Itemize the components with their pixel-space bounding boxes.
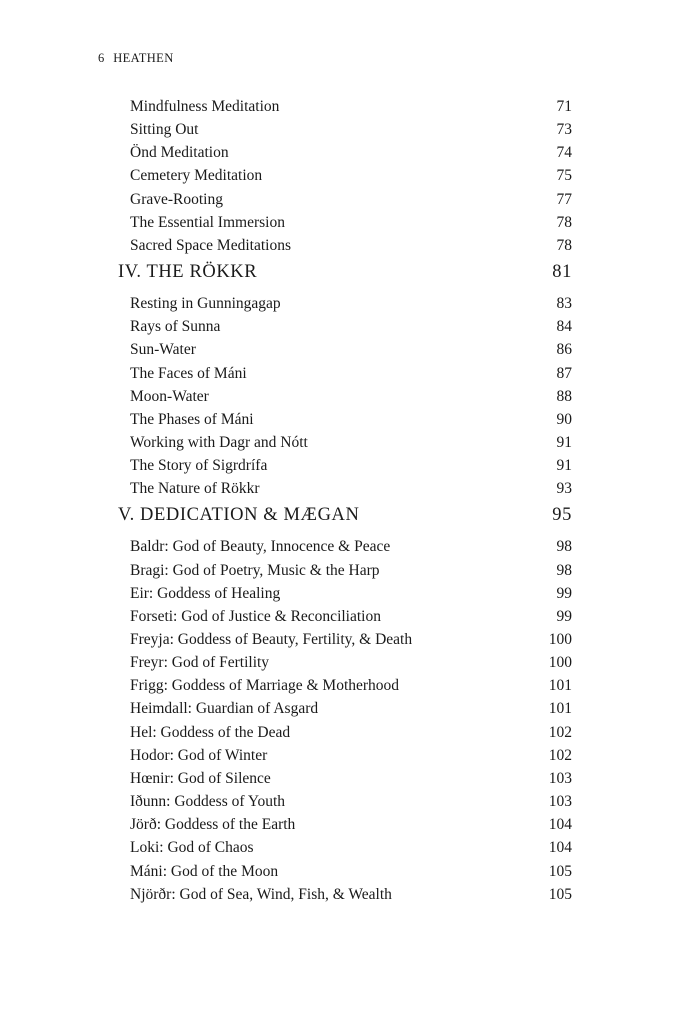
toc-entry-page: 103: [548, 793, 572, 811]
toc-entry: [130, 316, 572, 338]
toc-entry-page: 84: [556, 318, 572, 336]
toc-entry: [130, 432, 572, 454]
toc-entry-title: Frigg: Goddess of Marriage & Motherhood: [130, 677, 400, 695]
toc-entry: [130, 339, 572, 361]
toc-entry-page: 93: [556, 480, 572, 498]
toc-entry-page: 71: [556, 98, 572, 115]
toc-entry: [130, 884, 572, 906]
toc-entry-title: Loki: God of Chaos: [130, 839, 254, 857]
toc-entry-page: 98: [556, 538, 572, 556]
toc-entry-page: 90: [556, 410, 572, 428]
toc-entry: [130, 536, 572, 558]
toc-entry: [130, 606, 572, 628]
toc-entry: [130, 96, 572, 118]
toc-entry: [130, 409, 572, 431]
toc-entry: [130, 212, 572, 234]
section-heading-title: V. DEDICATION & MÆGAN: [118, 505, 360, 526]
toc-entry-page: 91: [556, 457, 572, 475]
toc-entry-title: Iðunn: Goddess of Youth: [130, 793, 286, 811]
page-number: 6: [98, 51, 105, 65]
toc-entry-title: Forseti: God of Justice & Reconciliation: [130, 607, 381, 625]
toc-entry-title: Heimdall: Guardian of Asgard: [130, 700, 319, 718]
toc-entry-page: 105: [548, 862, 572, 880]
toc-entry-title: Önd Meditation: [130, 144, 229, 162]
toc-entry: [130, 837, 572, 859]
toc-entry-page: 103: [548, 769, 572, 787]
toc-entry-title: Hœnir: God of Silence: [130, 769, 271, 787]
toc-entry-page: 78: [556, 213, 572, 231]
toc-entry: [130, 189, 572, 211]
section-heading: [118, 258, 572, 286]
toc-entry: [130, 293, 572, 315]
toc-entry-page: 100: [548, 654, 572, 672]
toc-entry-page: 99: [556, 607, 572, 625]
toc-entry-page: 88: [556, 387, 572, 405]
toc-entry-page: 77: [556, 190, 572, 208]
toc-entry: [130, 861, 572, 883]
toc-entry-page: 101: [548, 677, 572, 695]
toc-entry: [130, 768, 572, 790]
toc-entry-title: Resting in Gunningagap: [130, 295, 281, 313]
toc-entry-title: The Faces of Máni: [130, 364, 247, 382]
toc-entry: [130, 560, 572, 582]
toc-entry: [130, 363, 572, 385]
toc-entry-title: The Story of Sigrdrífa: [130, 457, 268, 475]
toc-entry: [130, 791, 572, 813]
toc-entry-page: 86: [556, 341, 572, 359]
section-heading-page: 81: [552, 262, 572, 283]
toc-entry-title: The Essential Immersion: [130, 213, 285, 231]
toc-entry-title: The Nature of Rökkr: [130, 480, 260, 498]
book-title: HEATHEN: [113, 51, 174, 65]
toc-entry-title: Rays of Sunna: [130, 318, 221, 336]
toc-entry-page: 74: [556, 144, 572, 162]
toc-entry-page: 91: [556, 433, 572, 451]
toc-entry-page: 83: [556, 295, 572, 313]
toc-entry: [130, 478, 572, 500]
toc-entry-page: 73: [556, 121, 572, 139]
toc-entry-page: 75: [556, 167, 572, 185]
running-head: [98, 51, 174, 66]
toc-entry-title: Hodor: God of Winter: [130, 746, 268, 764]
toc-entry-title: Cemetery Meditation: [130, 167, 263, 185]
toc-entry-page: 104: [548, 816, 572, 834]
toc-entry-page: 105: [548, 885, 572, 903]
toc-entry-title: Bragi: God of Poetry, Music & the Harp: [130, 561, 380, 579]
toc-entry-title: Freyja: Goddess of Beauty, Fertility, & Death: [130, 631, 413, 648]
toc-entry-title: Grave-Rooting: [130, 190, 223, 208]
toc-entry-title: Moon-Water: [130, 387, 209, 405]
toc-entry-page: 98: [556, 561, 572, 579]
toc-entry-title: Eir: Goddess of Healing: [130, 584, 281, 602]
toc-entry-page: 104: [548, 839, 572, 857]
toc-entry-title: Sitting Out: [130, 121, 199, 139]
toc-entry-title: The Phases of Máni: [130, 410, 254, 428]
toc-entry-title: Freyr: God of Fertility: [130, 654, 270, 672]
toc-entry: [130, 745, 572, 767]
toc-entry-title: Jörð: Goddess of the Earth: [130, 816, 296, 834]
toc-entry: [130, 722, 572, 744]
section-heading-title: IV. THE RÖKKR: [118, 262, 258, 283]
toc-entry: [130, 455, 572, 477]
toc-entry-title: Hel: Goddess of the Dead: [130, 723, 291, 741]
section-heading: [118, 501, 572, 529]
toc-entry: [130, 814, 572, 836]
toc-entry-title: Sun-Water: [130, 341, 196, 359]
toc-entry-page: 101: [548, 700, 572, 718]
toc-entry: [130, 142, 572, 164]
toc-entry: [130, 583, 572, 605]
toc-entry-page: 102: [548, 746, 572, 764]
toc-entry: [130, 119, 572, 141]
toc-entry-title: Sacred Space Meditations: [130, 236, 291, 254]
toc-entry: [130, 698, 572, 720]
toc-entry: [130, 235, 572, 257]
toc-entry: [130, 629, 572, 651]
section-heading-page: 95: [552, 505, 572, 526]
toc-entry-page: 99: [556, 584, 572, 602]
toc-entry-title: Mindfulness Meditation: [130, 98, 280, 115]
toc-entry-page: 102: [548, 723, 572, 741]
toc-entry: [130, 675, 572, 697]
toc-entry-title: Working with Dagr and Nótt: [130, 433, 308, 451]
toc-entry-page: 100: [548, 631, 572, 648]
toc-entry-title: Baldr: God of Beauty, Innocence & Peace: [130, 538, 391, 556]
toc-entry-title: Máni: God of the Moon: [130, 862, 279, 880]
toc-entry: [130, 165, 572, 187]
toc-entry-title: Njörðr: God of Sea, Wind, Fish, & Wealth: [130, 885, 392, 903]
toc-entry: [130, 386, 572, 408]
toc-entry: [130, 652, 572, 674]
toc-entry-page: 78: [556, 236, 572, 254]
toc-entry-page: 87: [556, 364, 572, 382]
